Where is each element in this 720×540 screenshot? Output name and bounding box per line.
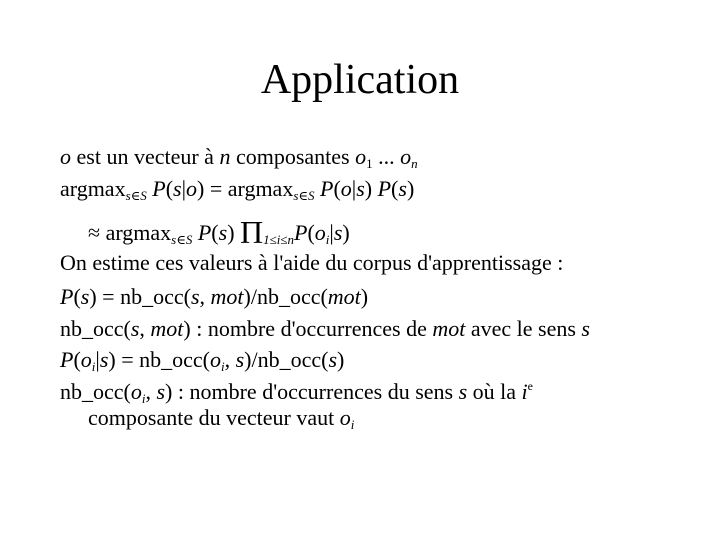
text-segment: ) = nb_occ(	[89, 284, 191, 309]
text-segment: (	[165, 176, 174, 201]
text-segment: o	[186, 176, 198, 201]
slide-title: Application	[260, 57, 460, 103]
text-segment: On estime ces valeurs à l'aide du corpus d'apprentissage :	[60, 250, 564, 275]
text-segment: (	[73, 284, 81, 309]
text-segment: 1≤i≤n	[263, 232, 295, 247]
text-line-occ-definition-sense	[60, 379, 533, 405]
text-segment: ,	[145, 379, 157, 404]
text-line-approximation	[88, 214, 350, 250]
text-line-estimation-intro	[60, 250, 563, 276]
text-segment: s	[218, 220, 228, 245]
text-segment: s	[190, 284, 200, 309]
text-segment: composante du vecteur vaut	[88, 405, 340, 430]
text-segment: s	[130, 316, 140, 341]
text-segment: P	[197, 220, 212, 245]
text-segment: o	[130, 379, 142, 404]
text-segment: o	[400, 144, 412, 169]
text-segment: s	[581, 316, 590, 341]
text-segment: )	[406, 176, 415, 201]
text-line-prior-formula	[60, 284, 368, 310]
text-segment: P	[152, 176, 166, 201]
text-segment: )	[364, 176, 378, 201]
text-segment: (	[307, 220, 315, 245]
text-segment: s∈S	[125, 188, 147, 203]
text-segment: P	[320, 176, 334, 201]
text-segment: s	[235, 347, 245, 372]
text-segment: nb_occ(	[60, 379, 131, 404]
text-segment: |	[329, 220, 334, 245]
text-segment: n	[411, 156, 418, 171]
text-segment: )	[337, 347, 345, 372]
text-segment: (	[333, 176, 341, 201]
text-segment: n	[219, 144, 231, 169]
text-line-likelihood-formula	[60, 347, 344, 373]
text-segment: o	[340, 176, 352, 201]
text-segment: )/nb_occ(	[244, 347, 329, 372]
text-segment: s	[458, 379, 468, 404]
text-line-occ-definition-mot	[60, 316, 590, 342]
text-segment: i	[521, 379, 528, 404]
text-segment: ...	[372, 144, 401, 169]
text-segment: est un vecteur à	[71, 144, 220, 169]
text-segment: mot	[432, 316, 466, 341]
text-segment: |	[351, 176, 357, 201]
text-segment: Π	[240, 214, 264, 250]
text-segment: s	[173, 176, 182, 201]
text-segment: o	[80, 347, 92, 372]
text-segment: argmax	[60, 176, 126, 201]
text-segment: 1	[366, 156, 373, 171]
text-segment: i	[350, 417, 355, 432]
text-segment: )	[342, 220, 350, 245]
text-segment: o	[314, 220, 326, 245]
text-segment: s	[356, 176, 365, 201]
text-segment: o	[355, 144, 367, 169]
text-segment: s	[333, 220, 343, 245]
text-segment: P	[60, 284, 74, 309]
text-segment: e	[527, 379, 533, 393]
text-segment: ,	[139, 316, 151, 341]
text-segment: s	[398, 176, 407, 201]
text-segment: |	[181, 176, 187, 201]
text-segment: )/nb_occ(	[243, 284, 328, 309]
text-segment: (	[73, 347, 81, 372]
text-segment: où la	[467, 379, 522, 404]
text-segment: mot	[210, 284, 244, 309]
text-segment: P	[294, 220, 308, 245]
text-segment: avec le sens	[465, 316, 582, 341]
text-segment: composantes	[230, 144, 356, 169]
text-segment: s	[80, 284, 90, 309]
text-segment: ) : nombre d'occurrences de	[183, 316, 433, 341]
text-line-vector-definition	[60, 144, 418, 170]
text-segment: s	[99, 347, 109, 372]
text-segment: )	[227, 220, 241, 245]
text-segment: P	[60, 347, 74, 372]
text-segment: mot	[327, 284, 361, 309]
text-segment: nb_occ(	[60, 316, 131, 341]
text-segment: i	[91, 359, 96, 374]
text-segment: P	[377, 176, 392, 201]
text-segment: ,	[199, 284, 211, 309]
text-segment: o	[209, 347, 221, 372]
text-segment: i	[220, 359, 225, 374]
text-segment: s	[328, 347, 338, 372]
text-segment: ,	[224, 347, 236, 372]
text-segment: (	[211, 220, 219, 245]
text-segment: ) = nb_occ(	[108, 347, 210, 372]
text-segment: i	[141, 391, 146, 406]
text-segment: o	[339, 405, 351, 430]
text-segment: s∈S	[171, 232, 193, 247]
text-segment: i	[325, 232, 330, 247]
text-segment: (	[391, 176, 399, 201]
text-segment: s	[156, 379, 166, 404]
text-segment: ) : nombre d'occurrences du sens	[165, 379, 459, 404]
text-segment: |	[95, 347, 100, 372]
text-segment: )	[360, 284, 369, 309]
text-line-occ-definition-continued	[88, 405, 354, 431]
text-segment: ≈ argmax	[88, 220, 172, 245]
text-segment: ) = argmax	[197, 176, 294, 201]
text-segment: mot	[150, 316, 184, 341]
text-segment: o	[60, 144, 71, 169]
text-segment: s∈S	[293, 188, 315, 203]
text-line-argmax-equation	[60, 176, 414, 202]
